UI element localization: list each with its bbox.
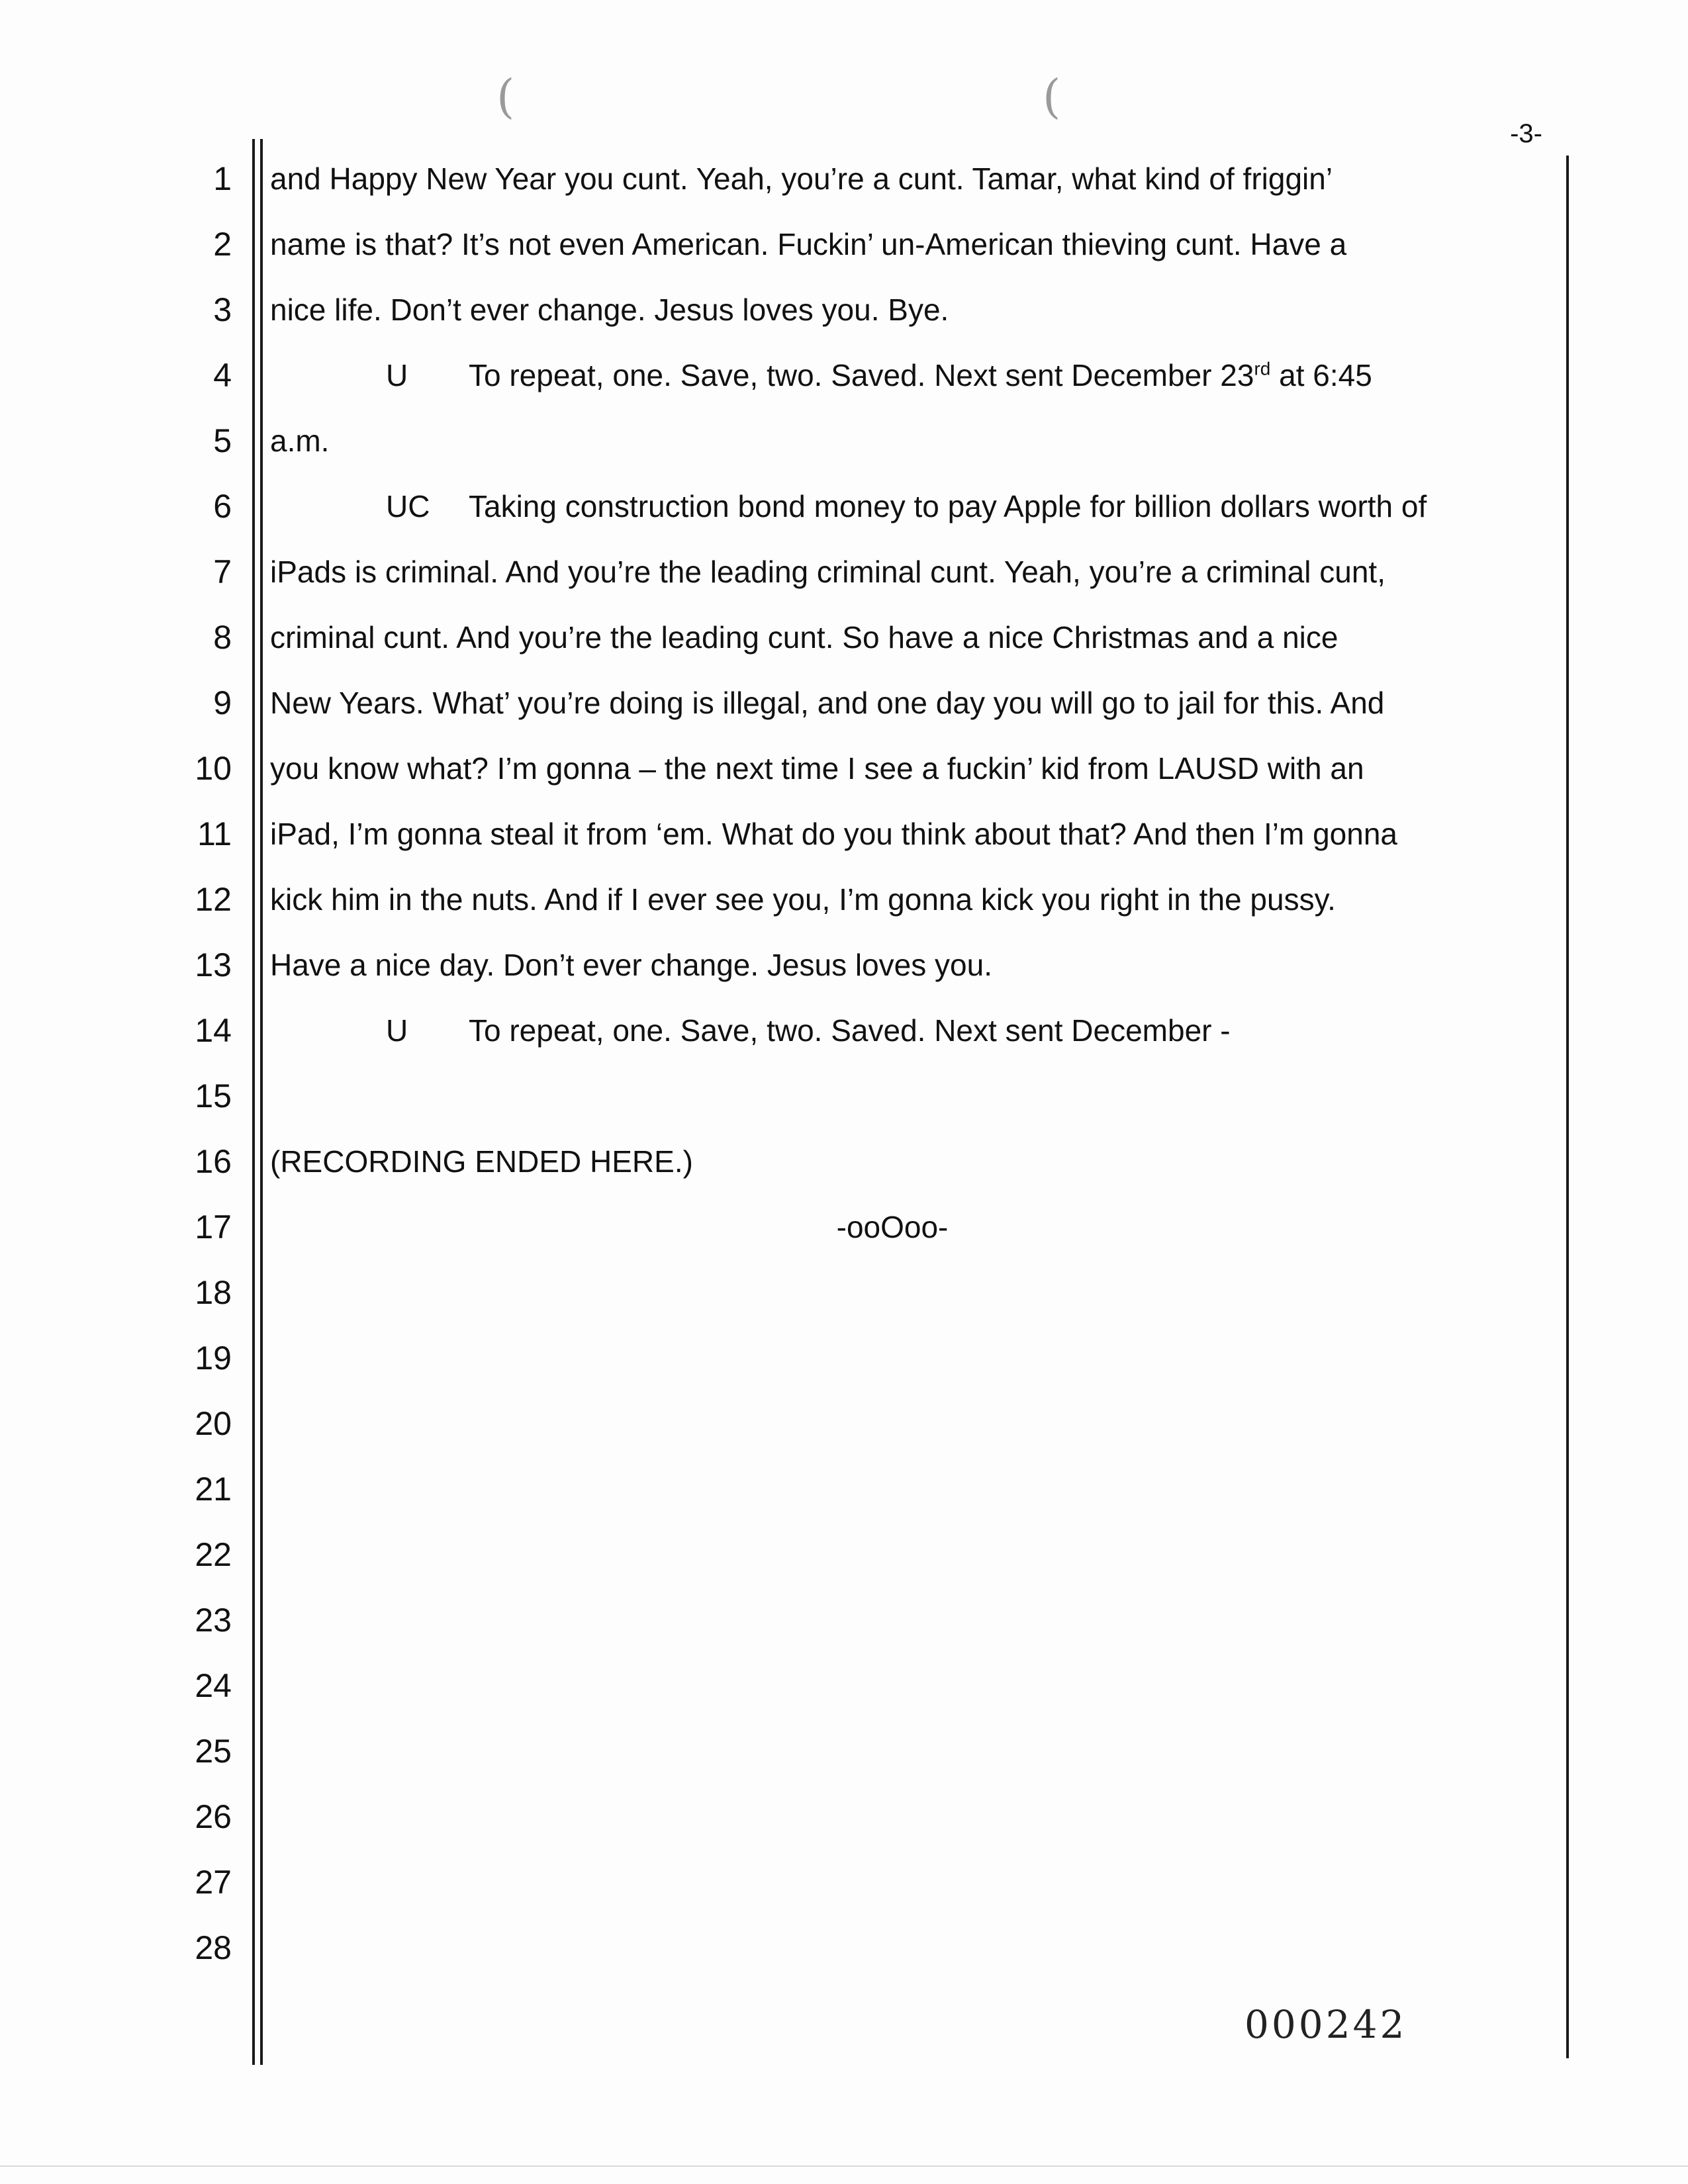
speech-text [469,355,1372,395]
line-text: and Happy New Year you cunt. Yeah, you’re a cunt. Tamar, what kind of friggin’ [270,161,1333,196]
speech-text: To repeat, one. Save, two. Saved. Next sent December - [469,1013,1231,1048]
speaker-label: U [386,358,408,392]
line-number: 23 [195,1602,232,1639]
line-number: 25 [195,1733,232,1770]
transcript-line [270,355,1548,421]
transcript-line [270,1076,1548,1142]
line-text: you know what? I’m gonna – the next time I see a fuckin’ kid from LAUSD with an [270,751,1364,786]
page-number: -3- [1510,119,1542,148]
line-number: 20 [195,1405,232,1442]
line-number: 27 [195,1864,232,1901]
punch-mark-left: ( [496,69,515,124]
recording-ended-note: (RECORDING ENDED HERE.) [270,1144,693,1179]
line-text: iPads is criminal. And you’re the leading criminal cunt. Yeah, you’re a criminal cunt, [270,555,1385,589]
line-number: 16 [195,1143,232,1180]
transcript-line [270,749,1548,814]
line-text: nice life. Don’t ever change. Jesus loves you. Bye. [270,293,949,327]
line-number: 10 [195,750,232,787]
transcript-line [270,224,1548,290]
punch-mark-right: ( [1043,69,1061,124]
line-text: iPad, I’m gonna steal it from ‘em. What do you think about that? And then I’m gonna [270,817,1397,851]
line-text: name is that? It’s not even American. Fuckin’ un-American thieving cunt. Have a [270,227,1347,261]
speech-text-part: To repeat, one. Save, two. Saved. Next sent December 23 [469,358,1254,392]
transcript-line [270,945,1548,1011]
line-number: 26 [195,1798,232,1835]
line-text: kick him in the nuts. And if I ever see you, I’m gonna kick you right in the pussy. [270,882,1336,917]
transcript-line [270,814,1548,880]
line-number: 22 [195,1536,232,1573]
transcript-line [270,683,1548,749]
transcript-line [270,880,1548,945]
left-margin-rule-inner [260,139,263,2065]
line-number: 8 [213,619,232,656]
speech-text-part: at 6:45 [1270,358,1372,392]
end-marker: -ooOoo- [836,1210,949,1244]
line-number: 7 [213,553,232,590]
transcript-body [270,159,1548,1273]
line-number: 15 [195,1077,232,1115]
transcript-line [270,421,1548,486]
transcript-line [270,1142,1548,1207]
line-number: 24 [195,1667,232,1704]
bates-stamp: 000242 [1244,2002,1407,2047]
ordinal-suffix: rd [1254,358,1271,379]
right-margin-rule [1566,156,1569,2058]
line-number: 13 [195,946,232,983]
line-number: 9 [213,684,232,721]
transcript-line [270,290,1548,355]
line-number: 3 [213,291,232,328]
line-number: 4 [213,357,232,394]
speech-text: Taking construction bond money to pay Apple for billion dollars worth of [469,489,1427,523]
line-text: Have a nice day. Don’t ever change. Jesus loves you. [270,948,992,982]
line-number: 19 [195,1340,232,1377]
line-text: criminal cunt. And you’re the leading cunt. So have a nice Christmas and a nice [270,620,1338,655]
line-number: 5 [213,422,232,459]
transcript-line [270,1207,1548,1273]
transcript-line [270,1011,1548,1076]
speaker-label: UC [386,489,430,523]
transcript-line [270,486,1548,552]
line-number: 6 [213,488,232,525]
left-margin-rule-outer [252,139,255,2065]
transcript-line [270,552,1548,617]
line-number: 28 [195,1929,232,1966]
line-text: a.m. [270,424,330,458]
line-number: 12 [195,881,232,918]
line-number: 11 [197,815,232,852]
transcript-line [270,617,1548,683]
line-number: 14 [195,1012,232,1049]
line-number: 2 [213,226,232,263]
scan-edge-line [0,2165,1688,2167]
line-number: 17 [195,1208,232,1246]
speaker-label: U [386,1013,408,1048]
line-number: 18 [195,1274,232,1311]
line-number: 1 [213,160,232,197]
line-text: New Years. What’ you’re doing is illegal, and one day you will go to jail for this. And [270,686,1385,720]
transcript-line [270,159,1548,224]
line-numbers-column [152,159,232,1993]
line-number: 21 [195,1471,232,1508]
